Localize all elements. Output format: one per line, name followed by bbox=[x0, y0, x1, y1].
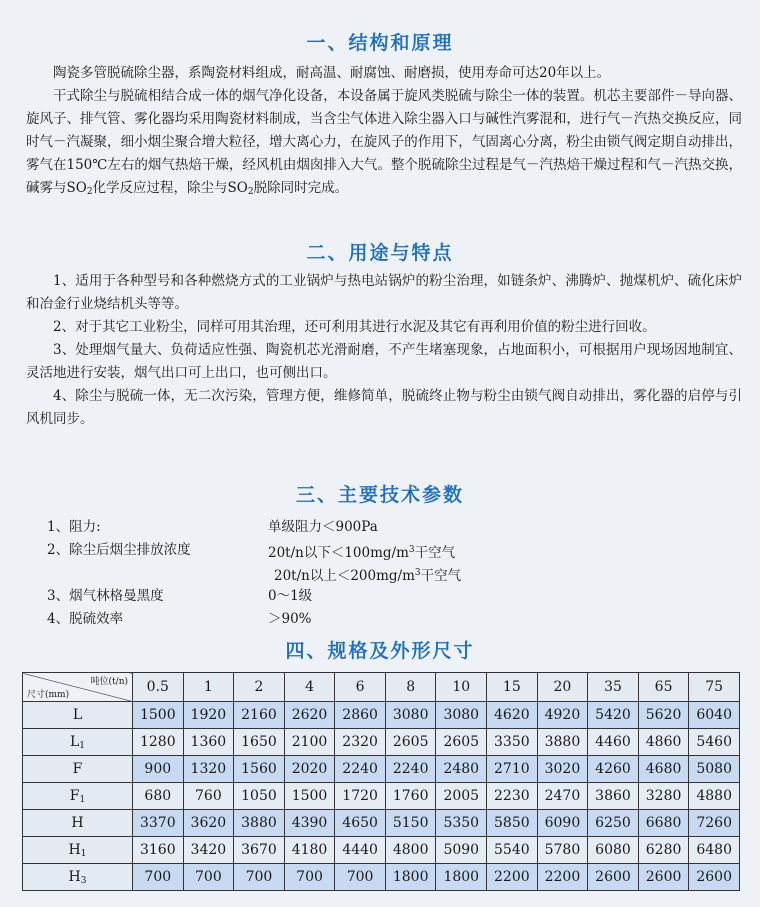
spec-cell: 700 bbox=[133, 864, 184, 891]
spec-cell: 2100 bbox=[284, 729, 335, 756]
section-title-params: 三、主要技术参数 bbox=[295, 484, 464, 506]
tonnage-header-cell: 8 bbox=[385, 673, 436, 702]
param-value: 20t/n以上$<200mg/m^3$干空气 bbox=[274, 568, 462, 584]
tonnage-header-cell: 2 bbox=[234, 673, 285, 702]
spec-cell: 5090 bbox=[436, 837, 487, 864]
spec-cell: 5150 bbox=[385, 810, 436, 837]
spec-cell: 4920 bbox=[537, 702, 588, 729]
spec-row bbox=[23, 702, 740, 729]
spec-cell: 3670 bbox=[234, 837, 285, 864]
spec-cell: 3350 bbox=[487, 729, 538, 756]
spec-cell: 2605 bbox=[436, 729, 487, 756]
spec-row-label: $H_3$ bbox=[23, 864, 133, 891]
spec-cell: 2020 bbox=[284, 756, 335, 783]
spec-cell: 2620 bbox=[284, 702, 335, 729]
spec-row-label: $L_1$ bbox=[23, 729, 133, 756]
spec-cell: 5540 bbox=[487, 837, 538, 864]
features-list bbox=[26, 270, 742, 431]
spec-cell: 4800 bbox=[385, 837, 436, 864]
spec-cell: 1800 bbox=[436, 864, 487, 891]
spec-row-label: $H_1$ bbox=[23, 837, 133, 864]
tonnage-header-cell: 1 bbox=[183, 673, 234, 702]
feature-item: 1、适用于各种型号和各种燃烧方式的工业锅炉与热电站锅炉的粉尘治理，如链条炉、沸腾炉、抛煤机炉、硫化床炉和冶金行业烧结机头等等。 bbox=[26, 273, 742, 312]
spec-cell: 4860 bbox=[638, 729, 689, 756]
param-key: 2、除尘后烟尘排放浓度 bbox=[47, 542, 191, 558]
spec-cell: 2600 bbox=[588, 864, 639, 891]
spec-cell: 3420 bbox=[183, 837, 234, 864]
spec-cell: 3880 bbox=[234, 810, 285, 837]
spec-cell: 2230 bbox=[487, 783, 538, 810]
spec-cell: 2240 bbox=[385, 756, 436, 783]
tonnage-header-cell: 20 bbox=[537, 673, 588, 702]
spec-cell: 4620 bbox=[487, 702, 538, 729]
spec-cell: 2605 bbox=[385, 729, 436, 756]
spec-row-label: F bbox=[23, 756, 133, 783]
spec-cell: 2470 bbox=[537, 783, 588, 810]
structure-paragraph-2: 干式除尘与脱硫相结合成一体的烟气净化设备，本设备属于旋风类脱硫与除尘一体的装置。机芯主要部件－导向器、旋风子、排气管、雾化器均采用陶瓷材料制成，当含尘气体进入除尘器入口与碱性汽雾混和，进行气－汽热交换反应，同时气－汽凝聚，细小烟尘聚合增大粒径，增大离心力，在旋风子的作用下，气固离心分离，粉尘由锁气阀定期自动排出，雾气在150℃左右的烟气热焙干燥，经风机由烟囱排入大气。整个脱硫除尘过程是气－汽热焙干燥过程和气－汽热交换，碱雾与$SO_2$化学反应过程，除尘与$SO_2$脱除同时完成。 bbox=[26, 88, 742, 197]
tonnage-header-cell: 0.5 bbox=[133, 673, 184, 702]
spec-cell: 6480 bbox=[689, 837, 740, 864]
spec-row bbox=[23, 756, 740, 783]
spec-cell: 1760 bbox=[385, 783, 436, 810]
spec-cell: 5350 bbox=[436, 810, 487, 837]
spec-cell: 2320 bbox=[335, 729, 386, 756]
spec-cell: 6680 bbox=[638, 810, 689, 837]
feature-item: 3、处理烟气量大、负荷适应性强、陶瓷机芯光滑耐磨，不产生堵塞现象，占地面积小，可根据用户现场因地制宜、灵活地进行安装，烟气出口可上出口，也可侧出口。 bbox=[26, 342, 742, 381]
spec-cell: 3880 bbox=[537, 729, 588, 756]
tonnage-header-cell: 4 bbox=[284, 673, 335, 702]
spec-cell: 5620 bbox=[638, 702, 689, 729]
spec-cell: 2005 bbox=[436, 783, 487, 810]
spec-row bbox=[23, 837, 740, 864]
spec-cell: 4260 bbox=[588, 756, 639, 783]
spec-cell: 6040 bbox=[689, 702, 740, 729]
spec-cell: 1280 bbox=[133, 729, 184, 756]
spec-cell: 3080 bbox=[436, 702, 487, 729]
param-row bbox=[28, 539, 728, 562]
param-key: 3、烟气林格曼黑度 bbox=[47, 588, 164, 604]
spec-cell: 2600 bbox=[689, 864, 740, 891]
spec-cell: 1920 bbox=[183, 702, 234, 729]
spec-header-row bbox=[23, 673, 740, 702]
spec-cell: 3280 bbox=[638, 783, 689, 810]
spec-cell: 1050 bbox=[234, 783, 285, 810]
spec-cell: 6080 bbox=[588, 837, 639, 864]
spec-cell: 4680 bbox=[638, 756, 689, 783]
spec-cell: 2240 bbox=[335, 756, 386, 783]
spec-cell: 3620 bbox=[183, 810, 234, 837]
spec-row-label: $F_1$ bbox=[23, 783, 133, 810]
tonnage-header-cell: 35 bbox=[588, 673, 639, 702]
spec-cell: 5080 bbox=[689, 756, 740, 783]
spec-cell: 3080 bbox=[385, 702, 436, 729]
spec-cell: 2200 bbox=[487, 864, 538, 891]
tonnage-header-cell: 6 bbox=[335, 673, 386, 702]
spec-row-label: L bbox=[23, 702, 133, 729]
spec-row bbox=[23, 810, 740, 837]
feature-item: 4、除尘与脱硫一体，无二次污染，管理方便，维修简单，脱硫终止物与粉尘由锁气阀自动排出，雾化器的启停与引风机同步。 bbox=[26, 388, 742, 427]
spec-cell: 1500 bbox=[133, 702, 184, 729]
spec-cell: 1720 bbox=[335, 783, 386, 810]
spec-cell: 900 bbox=[133, 756, 184, 783]
param-row bbox=[28, 516, 728, 539]
spec-cell: 2200 bbox=[537, 864, 588, 891]
spec-cell: 6280 bbox=[638, 837, 689, 864]
spec-cell: 6090 bbox=[537, 810, 588, 837]
spec-cell: 1360 bbox=[183, 729, 234, 756]
spec-cell: 5780 bbox=[537, 837, 588, 864]
spec-cell: 2600 bbox=[638, 864, 689, 891]
structure-paragraph-1: 陶瓷多管脱硫除尘器，系陶瓷材料组成，耐高温、耐腐蚀、耐磨损，使用寿命可达20年以上。 bbox=[53, 65, 611, 81]
spec-cell: 760 bbox=[183, 783, 234, 810]
feature-item: 2、对于其它工业粉尘，同样可用其治理，还可利用其进行水泥及其它有再利用价值的粉尘进行回收。 bbox=[53, 319, 656, 335]
spec-cell: 1320 bbox=[183, 756, 234, 783]
spec-cell: 2480 bbox=[436, 756, 487, 783]
tonnage-header-cell: 65 bbox=[638, 673, 689, 702]
tonnage-header-cell: 75 bbox=[689, 673, 740, 702]
spec-cell: 5850 bbox=[487, 810, 538, 837]
params-list bbox=[28, 516, 728, 631]
spec-cell: 700 bbox=[284, 864, 335, 891]
spec-cell: 2860 bbox=[335, 702, 386, 729]
spec-cell: 4180 bbox=[284, 837, 335, 864]
spec-cell: 2160 bbox=[234, 702, 285, 729]
spec-row bbox=[23, 783, 740, 810]
spec-cell: 1560 bbox=[234, 756, 285, 783]
spec-cell: 1500 bbox=[284, 783, 335, 810]
tonnage-header-cell: 10 bbox=[436, 673, 487, 702]
section-title-features: 二、用途与特点 bbox=[306, 242, 454, 264]
spec-cell: 3020 bbox=[537, 756, 588, 783]
spec-cell: 2710 bbox=[487, 756, 538, 783]
spec-cell: 3860 bbox=[588, 783, 639, 810]
spec-row bbox=[23, 729, 740, 756]
structure-text bbox=[26, 62, 742, 204]
spec-cell: 5420 bbox=[588, 702, 639, 729]
spec-corner-cell: 吨位(t/n) 尺寸(mm) bbox=[23, 673, 133, 702]
param-row bbox=[28, 585, 728, 608]
section-title-spec: 四、规格及外形尺寸 bbox=[285, 640, 475, 662]
spec-cell: 3370 bbox=[133, 810, 184, 837]
param-row bbox=[28, 562, 728, 585]
tonnage-header-cell: 15 bbox=[487, 673, 538, 702]
spec-cell: 1800 bbox=[385, 864, 436, 891]
param-value: 0～1级 bbox=[268, 588, 313, 604]
section-title-structure: 一、结构和原理 bbox=[306, 32, 454, 54]
spec-cell: 4650 bbox=[335, 810, 386, 837]
param-key: 1、阻力: bbox=[47, 519, 101, 535]
spec-cell: 700 bbox=[234, 864, 285, 891]
spec-cell: 700 bbox=[183, 864, 234, 891]
spec-cell: 4880 bbox=[689, 783, 740, 810]
spec-cell: 7260 bbox=[689, 810, 740, 837]
spec-table bbox=[22, 672, 740, 891]
spec-cell: 700 bbox=[335, 864, 386, 891]
spec-cell: 3160 bbox=[133, 837, 184, 864]
spec-cell: 1650 bbox=[234, 729, 285, 756]
spec-cell: 5460 bbox=[689, 729, 740, 756]
param-value: 单级阻力＜900Pa bbox=[268, 519, 378, 535]
spec-cell: 4440 bbox=[335, 837, 386, 864]
spec-cell: 4390 bbox=[284, 810, 335, 837]
spec-cell: 6250 bbox=[588, 810, 639, 837]
param-value: 20t/n以下$<100mg/m^3$干空气 bbox=[268, 545, 456, 561]
spec-row bbox=[23, 864, 740, 891]
param-key: 4、脱硫效率 bbox=[47, 611, 124, 627]
spec-row-label: H bbox=[23, 810, 133, 837]
spec-cell: 680 bbox=[133, 783, 184, 810]
param-row bbox=[28, 608, 728, 631]
param-value: ＞90% bbox=[268, 611, 312, 627]
spec-cell: 4460 bbox=[588, 729, 639, 756]
